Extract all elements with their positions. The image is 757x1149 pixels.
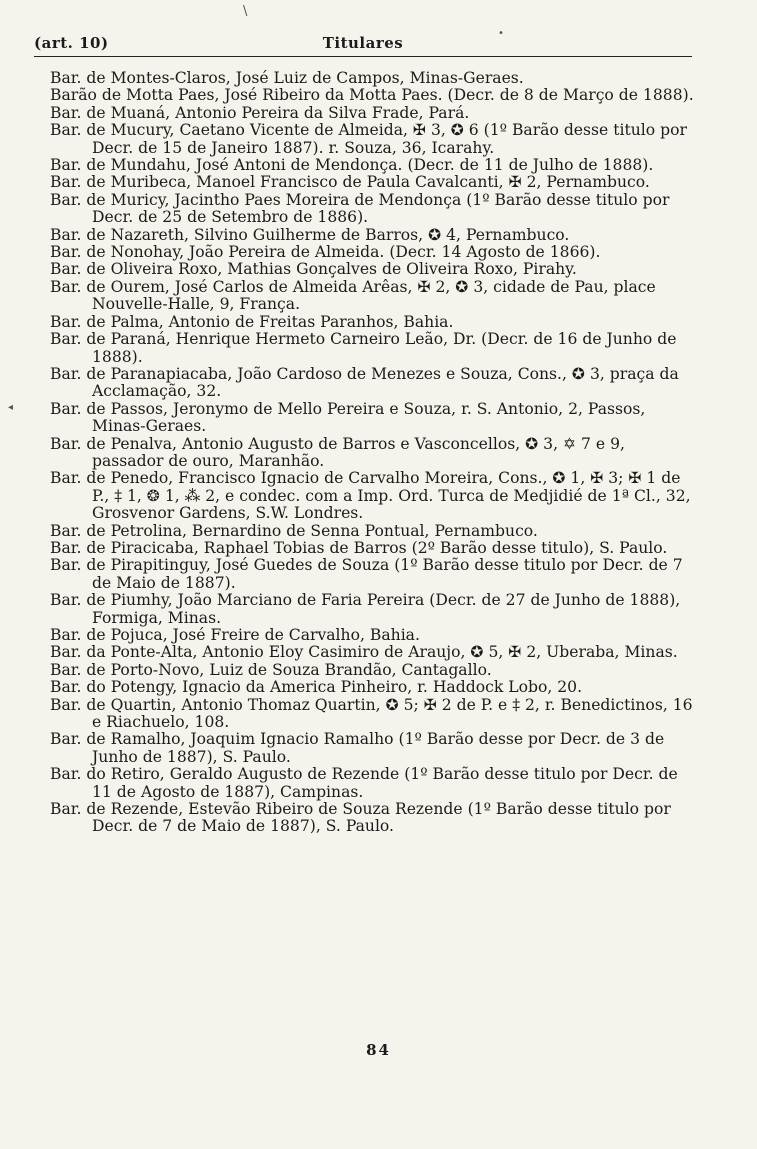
title-entry: Bar. de Oliveira Roxo, Mathias Gonçalves de Oliveira Roxo, Pirahy. — [50, 260, 577, 279]
title-entry: Bar. de Pojuca, José Freire de Carvalho, Bahia. — [50, 626, 420, 644]
title-entry: Bar. de Nonohay, João Pereira de Almeida. (Decr. 14 Agosto de 1866). — [50, 243, 601, 262]
print-speck: • — [498, 28, 504, 39]
title-entry: Bar. de Muricy, Jacintho Paes Moreira de Mendonça (1º Barão desse titulo por Decr. de 25 de Setembro de 1886). — [50, 190, 670, 227]
title-entry: Bar. de Petrolina, Bernardino de Senna Pontual, Pernambuco. — [50, 521, 538, 540]
title-entry: Bar. de Rezende, Estevão Ribeiro de Souza Rezende (1º Barão desse titulo por Decr. de 7 de Maio de 1887), S. Paulo. — [50, 800, 671, 836]
title-entry: Bar. de Mundahu, José Antoni de Mendonça. (Decr. de 11 de Julho de 1888). — [50, 156, 654, 175]
title-entry: Bar. de Penedo, Francisco Ignacio de Carvalho Moreira, Cons., ✪ 1, ✠ 3; ✠ 1 de P., ‡ 1, ❂ 1, ⁂ 2, e condec. com a Imp. Ord. Turca de Medjidié de 1ª Cl., 32, Grosvenor Gardens, S.W. Londres. — [50, 469, 691, 523]
title-entry: Bar. de Paranapiacaba, João Cardoso de Menezes e Souza, Cons., ✪ 3, praça da Acclamação, 32. — [50, 364, 679, 401]
title-entry: Bar. de Penalva, Antonio Augusto de Barros e Vasconcellos, ✪ 3, ✡ 7 e 9, passador de ouro, Maranhão. — [50, 434, 625, 470]
article-reference: (art. 10) — [34, 34, 109, 52]
print-speck: \ — [243, 4, 248, 19]
title-entry: Bar. de Porto-Novo, Luiz de Souza Brandão, Cantagallo. — [50, 660, 492, 679]
title-entry: Bar. de Ramalho, Joaquim Ignacio Ramalho (1º Barão desse por Decr. de 3 de Junho de 1887), S. Paulo. — [50, 730, 665, 766]
page-number: 84 — [366, 1041, 391, 1059]
title-list — [50, 70, 700, 836]
title-entry: Bar. de Palma, Antonio de Freitas Paranhos, Bahia. — [50, 312, 454, 331]
title-entry: Bar. de Montes-Claros, José Luiz de Campos, Minas-Geraes. — [50, 69, 524, 87]
title-entry: Bar. do Retiro, Geraldo Augusto de Rezende (1º Barão desse titulo por Decr. de 11 de Agosto de 1887), Campinas. — [50, 765, 678, 801]
running-title: Titulares — [322, 34, 404, 52]
title-entry: Bar. de Quartin, Antonio Thomaz Quartin, ✪ 5; ✠ 2 de P. e ‡ 2, r. Benedictinos, 16 e Riachuelo, 108. — [50, 695, 693, 732]
title-entry: Bar. de Ourem, José Carlos de Almeida Arêas, ✠ 2, ✪ 3, cidade de Pau, place Nouvelle-Halle, 9, França. — [50, 277, 656, 314]
title-entry: Bar. de Muaná, Antonio Pereira da Silva Frade, Pará. — [50, 103, 470, 122]
title-entry: Bar. de Piumhy, João Marciano de Faria Pereira (Decr. de 27 de Junho de 1888), Formiga, Minas. — [50, 591, 681, 627]
title-entry: Bar. de Passos, Jeronymo de Mello Pereira e Souza, r. S. Antonio, 2, Passos, Minas-Geraes. — [50, 399, 646, 436]
title-entry: Bar. de Paraná, Henrique Hermeto Carneiro Leão, Dr. (Decr. de 16 de Junho de 1888). — [50, 330, 677, 366]
print-speck: ◂ — [8, 402, 14, 413]
title-entry: Bar. do Potengy, Ignacio da America Pinheiro, r. Haddock Lobo, 20. — [50, 678, 583, 697]
page-header — [34, 34, 692, 57]
title-entry: Bar. de Pirapitinguy, José Guedes de Souza (1º Barão desse titulo por Decr. de 7 de Maio de 1887). — [50, 556, 683, 592]
title-entry: Bar. de Mucury, Caetano Vicente de Almeida, ✠ 3, ✪ 6 (1º Barão desse titulo por Decr. de 15 de Janeiro 1887). r. Souza, 36, Icarahy. — [50, 121, 687, 157]
title-entry: Bar. da Ponte-Alta, Antonio Eloy Casimiro de Araujo, ✪ 5, ✠ 2, Uberaba, Minas. — [50, 643, 678, 662]
title-entry: Bar. de Muribeca, Manoel Francisco de Paula Cavalcanti, ✠ 2, Pernambuco. — [50, 173, 650, 192]
title-entry: Bar. de Nazareth, Silvino Guilherme de Barros, ✪ 4, Pernambuco. — [50, 225, 570, 244]
title-entry: Bar. de Piracicaba, Raphael Tobias de Barros (2º Barão desse titulo), S. Paulo. — [50, 538, 668, 557]
title-entry: Barão de Motta Paes, José Ribeiro da Motta Paes. (Decr. de 8 de Março de 1888). — [50, 86, 694, 105]
